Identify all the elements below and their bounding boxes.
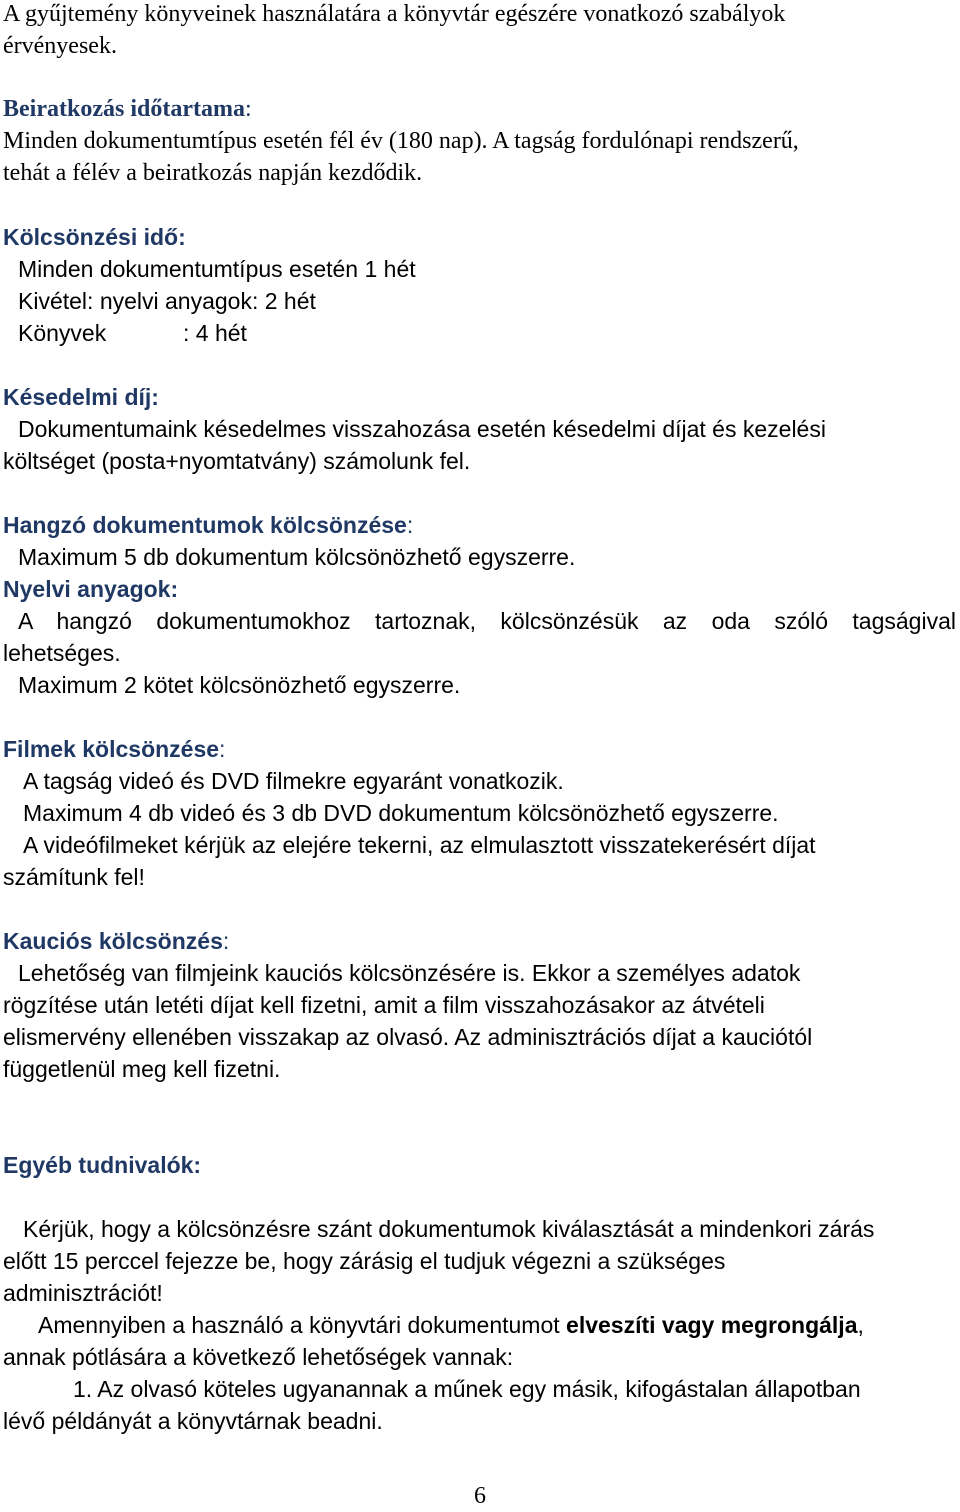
kesedelmi-dij-line-2: költséget (posta+nyomtatvány) számolunk fel. (3, 448, 471, 474)
egyeb-p1-line-2: előtt 15 perccel fejezze be, hogy zárásig el tudjuk végezni a szükséges (3, 1248, 726, 1274)
beiratkozas-line-1: Minden dokumentumtípus esetén fél év (180 nap). A tagság fordulónapi rendszerű, (3, 128, 799, 154)
filmek-line-4: számítunk fel! (3, 864, 145, 890)
kesedelmi-dij-heading: Késedelmi díj: (3, 384, 159, 410)
kolcsonzesi-ido-line-2: Kivétel: nyelvi anyagok: 2 hét (18, 288, 316, 314)
page-number: 6 (474, 1483, 486, 1509)
hangzo-heading: Hangzó dokumentumok kölcsönzése: (3, 512, 414, 538)
filmek-line-3: A videófilmeket kérjük az elejére tekerni, az elmulasztott visszatekerésért díjat (23, 832, 816, 858)
nyelvi-line-1: A hangzó dokumentumokhoz tartoznak, kölcsönzésük az oda szóló tagságival (18, 608, 956, 634)
kolcsonzesi-ido-line-1: Minden dokumentumtípus esetén 1 hét (18, 256, 416, 282)
kaucios-line-4: függetlenül meg kell fizetni. (3, 1056, 281, 1082)
kaucios-line-1: Lehetőség van filmjeink kauciós kölcsönzésére is. Ekkor a személyes adatok (18, 960, 801, 986)
egyeb-item-1-line-2: lévő példányát a könyvtárnak beadni. (3, 1408, 383, 1434)
kaucios-line-2: rögzítése után letéti díjat kell fizetni, amit a film visszahozásakor az átvételi (3, 992, 765, 1018)
egyeb-item-1-line-1: 1. Az olvasó köteles ugyanannak a műnek egy másik, kifogástalan állapotban (73, 1376, 861, 1402)
filmek-line-2: Maximum 4 db videó és 3 db DVD dokumentum kölcsönözhető egyszerre. (23, 800, 779, 826)
beiratkozas-heading: Beiratkozás időtartama: (3, 96, 252, 122)
hangzo-line-1: Maximum 5 db dokumentum kölcsönözhető egyszerre. (18, 544, 576, 570)
egyeb-heading: Egyéb tudnivalók: (3, 1152, 202, 1178)
kesedelmi-dij-line-1: Dokumentumaink késedelmes visszahozása esetén késedelmi díjat és kezelési (18, 416, 826, 442)
egyeb-p2-line-2: annak pótlására a következő lehetőségek vannak: (3, 1344, 514, 1370)
kaucios-heading: Kauciós kölcsönzés: (3, 928, 230, 954)
kolcsonzesi-ido-line-3: Könyvek : 4 hét (18, 320, 247, 346)
nyelvi-line-3: Maximum 2 kötet kölcsönözhető egyszerre. (18, 672, 461, 698)
filmek-heading: Filmek kölcsönzése: (3, 736, 226, 762)
beiratkozas-line-2: tehát a félév a beiratkozás napján kezdődik. (3, 160, 423, 186)
egyeb-p1-line-3: adminisztrációt! (3, 1280, 163, 1306)
nyelvi-line-2: lehetséges. (3, 640, 121, 666)
kaucios-line-3: elismervény ellenében visszakap az olvasó. Az adminisztrációs díjat a kauciótól (3, 1024, 813, 1050)
filmek-line-1: A tagság videó és DVD filmekre egyaránt vonatkozik. (23, 768, 564, 794)
intro-line-2: érvényesek. (3, 33, 117, 59)
egyeb-p2-line-1: Amennyiben a használó a könyvtári dokumentumot elveszíti vagy megrongálja, (38, 1312, 864, 1338)
intro-line-1: A gyűjtemény könyveinek használatára a könyvtár egészére vonatkozó szabályok (3, 1, 786, 27)
kolcsonzesi-ido-heading: Kölcsönzési idő: (3, 224, 186, 250)
egyeb-p1-line-1: Kérjük, hogy a kölcsönzésre szánt dokumentumok kiválasztását a mindenkori zárás (23, 1216, 875, 1242)
nyelvi-heading: Nyelvi anyagok: (3, 576, 179, 602)
